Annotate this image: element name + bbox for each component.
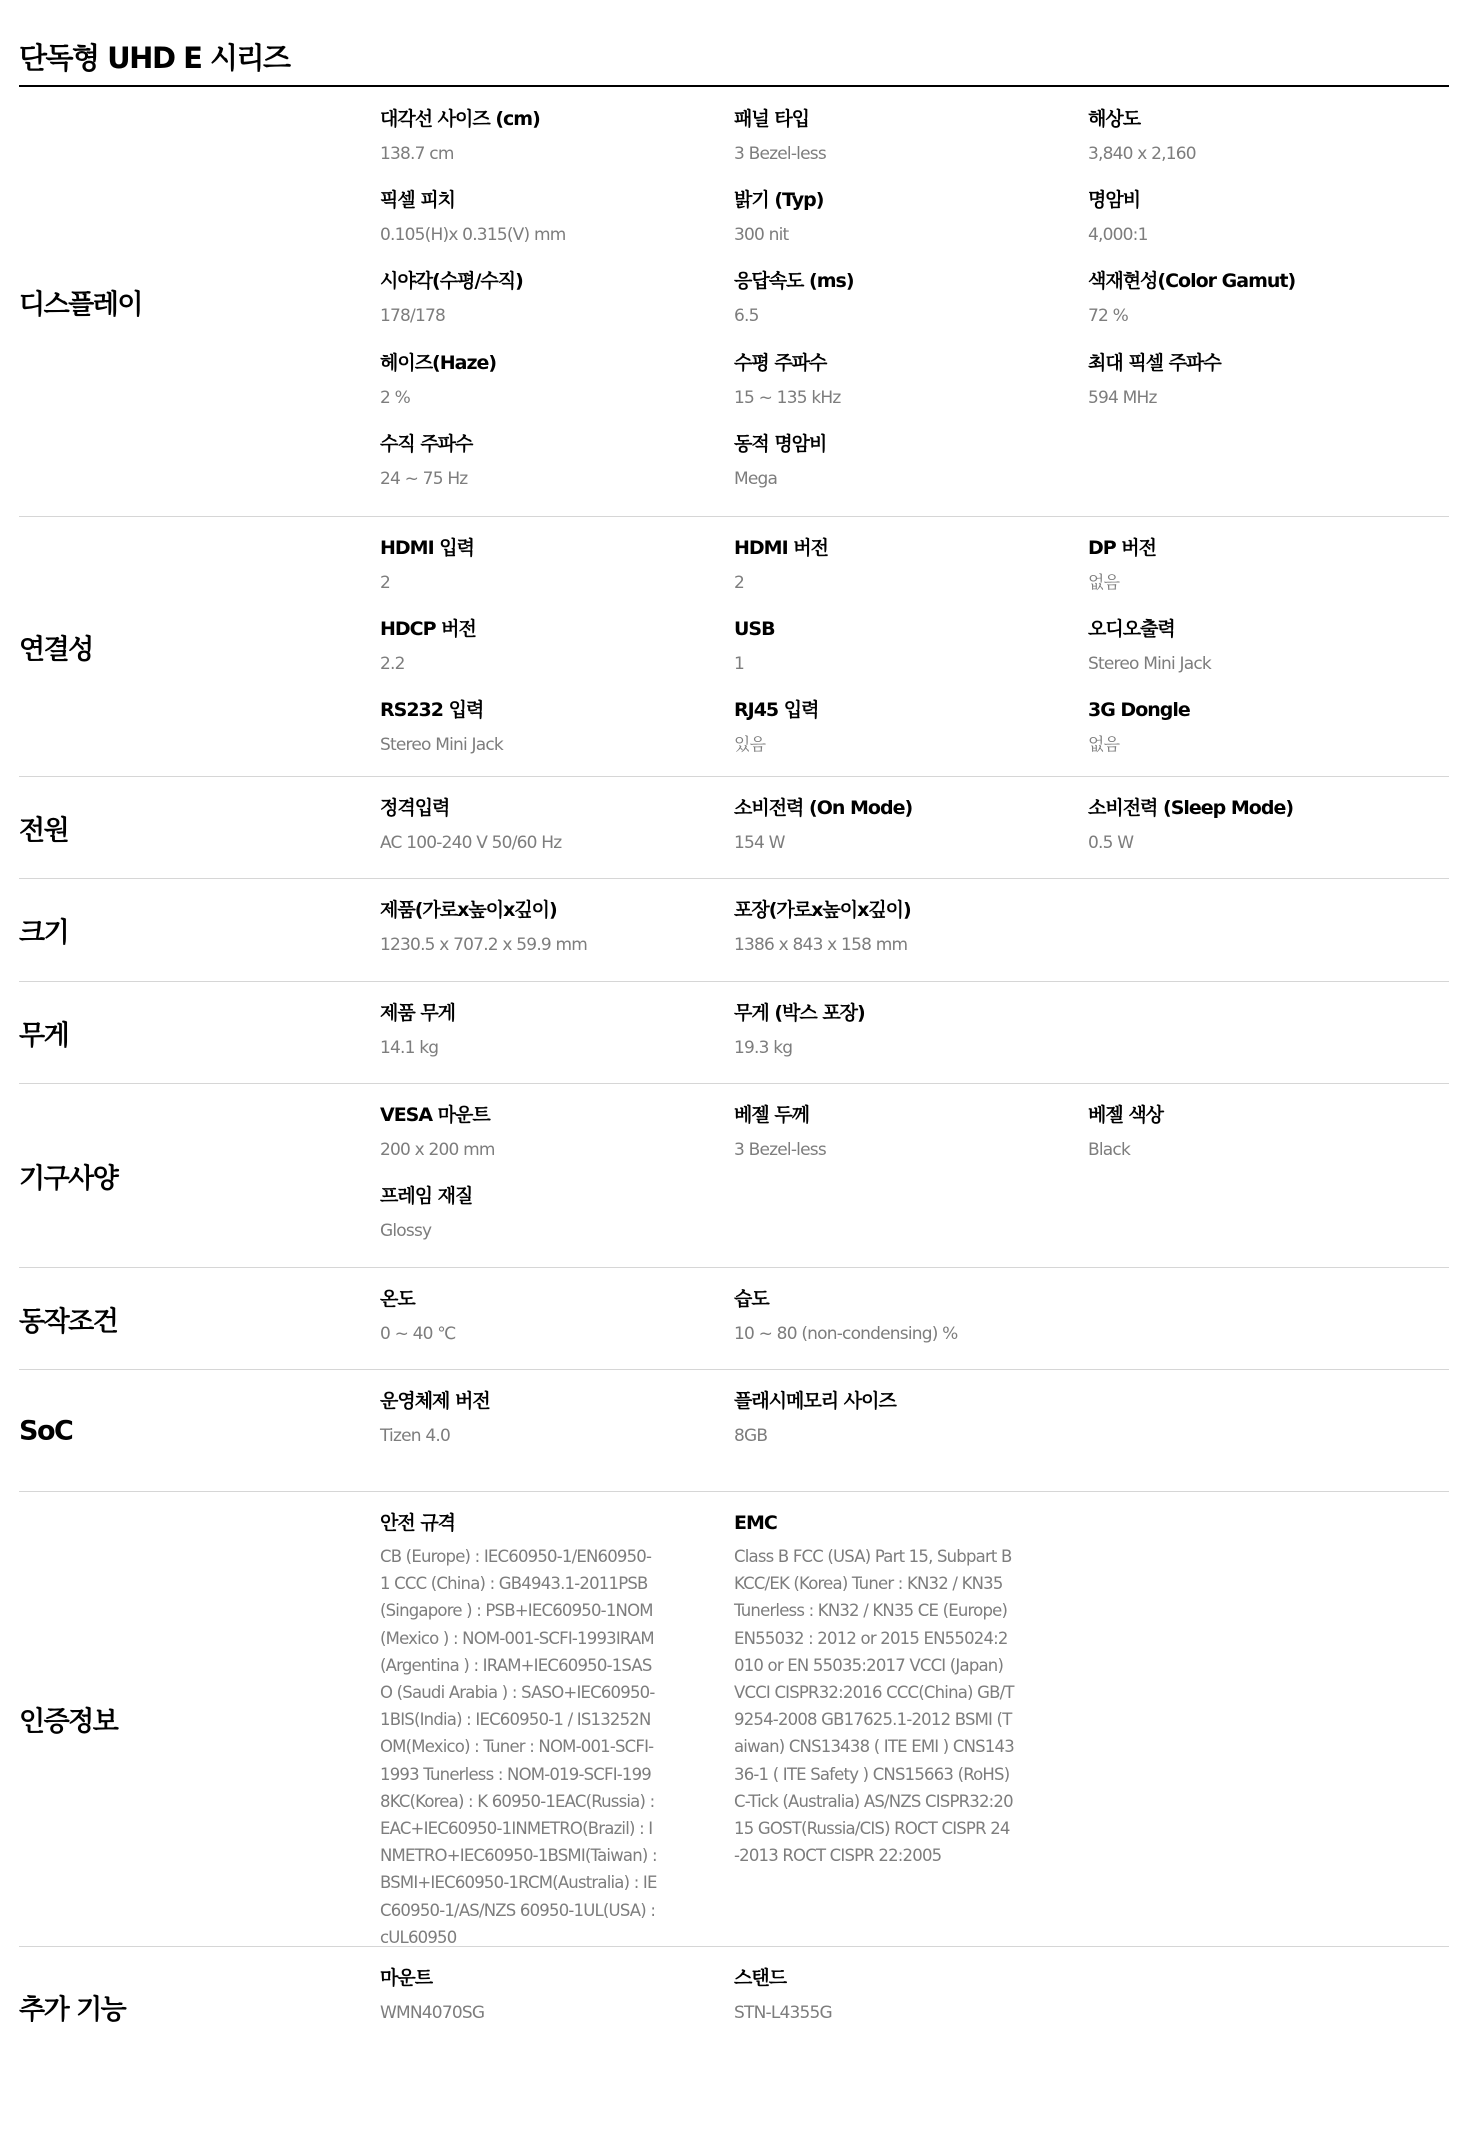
spec-item xyxy=(380,698,720,757)
spec-item xyxy=(380,432,720,491)
spec-label: 픽셀 피치 xyxy=(380,189,456,211)
section-weight xyxy=(19,982,1449,1084)
spec-item xyxy=(734,1001,1074,1060)
spec-item xyxy=(380,107,720,166)
section-certification xyxy=(19,1492,1449,1947)
spec-item xyxy=(734,1389,1074,1448)
spec-item xyxy=(380,536,720,595)
section-title: 인증정보 xyxy=(19,1706,118,1738)
spec-label: 패널 타입 xyxy=(734,108,810,130)
spec-label: 습도 xyxy=(734,1288,769,1310)
spec-item xyxy=(734,351,1074,410)
spec-label: 시야각(수평/수직) xyxy=(380,270,523,292)
spec-item xyxy=(734,617,1074,676)
spec-item xyxy=(380,1389,720,1448)
spec-label: 소비전력 (Sleep Mode) xyxy=(1088,797,1294,819)
spec-value: 1386 x 843 x 158 mm xyxy=(734,935,908,955)
spec-item xyxy=(380,898,720,957)
spec-value: 138.7 cm xyxy=(380,144,454,164)
spec-label: 명암비 xyxy=(1088,189,1141,211)
section-additional-features xyxy=(19,1947,1449,2067)
spec-item xyxy=(1088,617,1428,676)
spec-value: 0.5 W xyxy=(1088,833,1134,853)
spec-item xyxy=(380,1287,720,1346)
spec-label: 베젤 두께 xyxy=(734,1104,810,1126)
spec-value: 24 ~ 75 Hz xyxy=(380,469,468,489)
spec-item xyxy=(734,898,1074,957)
spec-value: 2.2 xyxy=(380,654,405,674)
section-connectivity xyxy=(19,517,1449,777)
spec-label: 3G Dongle xyxy=(1088,699,1190,721)
spec-value: 2 % xyxy=(380,388,410,408)
spec-label: 대각선 사이즈 (cm) xyxy=(380,108,540,130)
spec-item xyxy=(380,796,720,855)
section-display xyxy=(19,87,1449,517)
spec-value: 없음 xyxy=(1088,735,1120,755)
spec-value: 72 % xyxy=(1088,306,1128,326)
spec-item xyxy=(734,269,1074,328)
section-power xyxy=(19,777,1449,879)
spec-value: 2 xyxy=(380,573,391,593)
spec-item xyxy=(1088,536,1428,595)
spec-item xyxy=(380,351,720,410)
spec-value: Glossy xyxy=(380,1221,432,1241)
spec-value: CB (Europe) : IEC60950-1/EN60950-1 CCC (China) : GB4943.1-2011PSB (Singapore ) : PSB+IEC60950-1NOM (Mexico ) : NOM-001-SCFI-1993IRAM (Argentina ) : IRAM+IEC60950-1SASO (Saudi Arabia ) : SASO+IEC60950-1BIS(India) : IEC60950-1 / IS13252NOM(Mexico) : Tuner : NOM-001-SCFI-1993 Tunerless : NOM-019-SCFI-1998KC(Korea) : K 60950-1EAC(Russia) : EAC+IEC60950-1INMETRO(Brazil) : INMETRO+IEC60950-1BSMI(Taiwan) : BSMI+IEC60950-1RCM(Australia) : IEC60950-1/AS/NZS 60950-1UL(USA) : cUL60950 xyxy=(380,1547,657,1947)
spec-value: 15 ~ 135 kHz xyxy=(734,388,841,408)
spec-label: EMC xyxy=(734,1512,777,1534)
spec-item xyxy=(734,188,1074,247)
spec-value: 2 xyxy=(734,573,745,593)
spec-label: 수평 주파수 xyxy=(734,352,827,374)
spec-value: 594 MHz xyxy=(1088,388,1157,408)
spec-label: 포장(가로x높이x깊이) xyxy=(734,899,911,921)
spec-label: 제품 무게 xyxy=(380,1002,456,1024)
spec-label: 동적 명암비 xyxy=(734,433,827,455)
spec-item xyxy=(1088,796,1428,855)
spec-value: WMN4070SG xyxy=(380,2003,485,2023)
spec-label: 무게 (박스 포장) xyxy=(734,1002,865,1024)
spec-item xyxy=(734,1966,1074,2025)
spec-label: 안전 규격 xyxy=(380,1512,456,1534)
spec-label: 스탠드 xyxy=(734,1967,787,1989)
spec-value: 1 xyxy=(734,654,745,674)
section-title: 무게 xyxy=(19,1020,69,1051)
spec-item xyxy=(1088,698,1428,757)
spec-item xyxy=(734,1511,1074,1869)
spec-item xyxy=(380,1966,720,2025)
spec-label: 해상도 xyxy=(1088,108,1141,130)
spec-label: 제품(가로x높이x깊이) xyxy=(380,899,557,921)
spec-value: 0 ~ 40 ℃ xyxy=(380,1324,456,1344)
spec-value: 200 x 200 mm xyxy=(380,1140,495,1160)
spec-value: 154 W xyxy=(734,833,785,853)
section-title: 연결성 xyxy=(19,634,93,665)
section-title: 기구사양 xyxy=(19,1163,118,1194)
spec-item xyxy=(1088,1103,1428,1162)
section-title: 동작조건 xyxy=(19,1306,118,1337)
spec-item xyxy=(734,1287,1074,1346)
spec-value: 3 Bezel-less xyxy=(734,144,826,164)
spec-item xyxy=(380,269,720,328)
spec-item xyxy=(1088,351,1428,410)
spec-label: DP 버전 xyxy=(1088,537,1157,559)
section-title: SoC xyxy=(19,1415,73,1446)
spec-label: 색재현성(Color Gamut) xyxy=(1088,270,1296,292)
spec-value: 10 ~ 80 (non-condensing) % xyxy=(734,1324,958,1344)
spec-label: 소비전력 (On Mode) xyxy=(734,797,913,819)
spec-label: RJ45 입력 xyxy=(734,699,819,721)
spec-label: 운영체제 버전 xyxy=(380,1390,490,1412)
spec-sections xyxy=(19,87,1449,2067)
spec-item xyxy=(1088,188,1428,247)
spec-value: 19.3 kg xyxy=(734,1038,793,1058)
spec-item xyxy=(380,1511,720,1951)
spec-item xyxy=(380,1103,720,1162)
spec-value: AC 100-240 V 50/60 Hz xyxy=(380,833,562,853)
spec-label: 헤이즈(Haze) xyxy=(380,352,497,374)
section-title: 전원 xyxy=(19,815,69,846)
spec-label: 프레임 재질 xyxy=(380,1185,473,1207)
spec-label: RS232 입력 xyxy=(380,699,484,721)
spec-value: 1230.5 x 707.2 x 59.9 mm xyxy=(380,935,588,955)
spec-label: HDMI 입력 xyxy=(380,537,474,559)
section-soc xyxy=(19,1370,1449,1492)
spec-item xyxy=(734,536,1074,595)
spec-item xyxy=(1088,269,1428,328)
spec-label: HDCP 버전 xyxy=(380,618,476,640)
spec-label: VESA 마운트 xyxy=(380,1104,490,1126)
spec-value: Class B FCC (USA) Part 15, Subpart B KCC/EK (Korea) Tuner : KN32 / KN35 Tunerless : KN32 / KN35 CE (Europe) EN55032 : 2012 or 2015 EN55024:2010 or EN 55035:2017 VCCI (Japan) VCCI CISPR32:2016 CCC(China) GB/T9254-2008 GB17625.1-2012 BSMI (Taiwan) CNS13438 ( ITE EMI ) CNS14336-1 ( ITE Safety ) CNS15663 (RoHS) C-Tick (Australia) AS/NZS CISPR32:2015 GOST(Russia/CIS) ROCT CISPR 24-2013 ROCT CISPR 22:2005 xyxy=(734,1547,1014,1866)
spec-value: Stereo Mini Jack xyxy=(1088,654,1211,674)
spec-value: 3,840 x 2,160 xyxy=(1088,144,1196,164)
spec-value: 4,000:1 xyxy=(1088,225,1148,245)
spec-value: Stereo Mini Jack xyxy=(380,735,503,755)
spec-item xyxy=(380,1001,720,1060)
section-size xyxy=(19,879,1449,982)
spec-label: HDMI 버전 xyxy=(734,537,828,559)
spec-item xyxy=(734,107,1074,166)
spec-label: 오디오출력 xyxy=(1088,618,1175,640)
section-mechanical xyxy=(19,1084,1449,1268)
spec-item xyxy=(734,432,1074,491)
spec-label: 최대 픽셀 주파수 xyxy=(1088,352,1221,374)
spec-label: 응답속도 (ms) xyxy=(734,270,854,292)
spec-value: 14.1 kg xyxy=(380,1038,439,1058)
spec-item xyxy=(734,796,1074,855)
spec-label: 밝기 (Typ) xyxy=(734,189,824,211)
spec-item xyxy=(734,1103,1074,1162)
section-title: 추가 기능 xyxy=(19,1994,126,2026)
spec-value: 6.5 xyxy=(734,306,759,326)
spec-value: STN-L4355G xyxy=(734,2003,832,2023)
spec-label: 플래시메모리 사이즈 xyxy=(734,1390,896,1412)
spec-label: 마운트 xyxy=(380,1967,433,1989)
spec-item xyxy=(734,698,1074,757)
section-title: 디스플레이 xyxy=(19,289,142,320)
spec-item xyxy=(380,617,720,676)
spec-value: Mega xyxy=(734,469,778,489)
section-title: 크기 xyxy=(19,917,69,949)
spec-label: 수직 주파수 xyxy=(380,433,473,455)
section-operating-conditions xyxy=(19,1268,1449,1370)
spec-value: 8GB xyxy=(734,1426,768,1446)
spec-value: 없음 xyxy=(1088,573,1120,593)
spec-label: USB xyxy=(734,618,775,640)
spec-label: 온도 xyxy=(380,1288,415,1310)
spec-value: 0.105(H)x 0.315(V) mm xyxy=(380,225,566,245)
spec-value: Black xyxy=(1088,1140,1130,1160)
spec-item xyxy=(380,1184,720,1243)
spec-item xyxy=(380,188,720,247)
spec-label: 정격입력 xyxy=(380,797,450,819)
spec-value: 3 Bezel-less xyxy=(734,1140,826,1160)
spec-item xyxy=(1088,107,1428,166)
spec-value: 있음 xyxy=(734,735,766,755)
spec-value: 178/178 xyxy=(380,306,446,326)
spec-value: Tizen 4.0 xyxy=(380,1426,450,1446)
spec-label: 베젤 색상 xyxy=(1088,1104,1164,1126)
page-title: 단독형 UHD E 시리즈 xyxy=(19,41,290,75)
spec-value: 300 nit xyxy=(734,225,789,245)
